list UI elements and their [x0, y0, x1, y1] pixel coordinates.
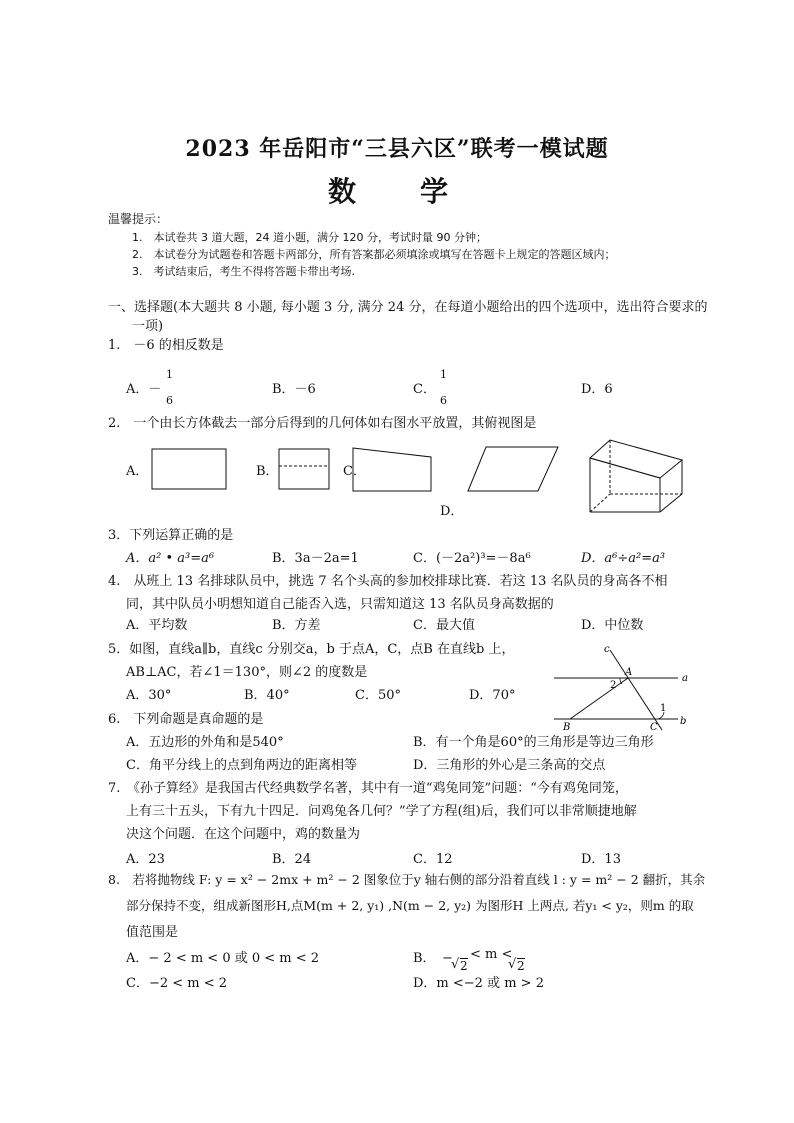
sqrt-sign-2: √: [508, 957, 517, 972]
q6-option-c: C．角平分线上的点到角两边的距离相等: [126, 758, 357, 773]
q1-option-b: B．－6: [272, 382, 316, 397]
q1-option-c-numerator: 1: [440, 368, 447, 381]
tips-heading: 温馨提示：: [108, 212, 169, 226]
q4-option-a: A．平均数: [126, 618, 188, 633]
label-point-C: C: [650, 722, 658, 733]
q8-stem-line1: 8. 若将抛物线 F: y = x² − 2mx + m² − 2 图象位于y 轴右侧的部分沿着直线 l : y = m² − 2 翻折，其余: [108, 872, 706, 887]
q7-stem-line1: 7. 《孙子算经》是我国古代经典数学名著，其中有一道“鸡兔同笼”问题：“今有鸡兔同笼，: [108, 781, 628, 796]
q2-option-a-figure: [150, 447, 230, 492]
q7-option-d: D．13: [581, 852, 621, 867]
q8-option-b-radicand-2: 2: [517, 959, 525, 973]
q2-option-a-label: A．: [126, 464, 149, 479]
q8-stem-line2: 部分保持不变，组成新图形H,点M(m + 2, y₁) ,N(m − 2, y₂) 为图形H 上两点, 若y₁ < y₂，则m 的取: [126, 898, 694, 913]
q2-option-b-figure: [277, 447, 332, 492]
q5-option-a: A．30°: [126, 688, 172, 703]
q3-stem: 3．下列运算正确的是: [108, 528, 234, 543]
q7-option-c: C．12: [413, 852, 453, 867]
q2-option-c-label: C．: [343, 464, 366, 479]
q3-option-d: D．a⁶÷a²=a³: [581, 551, 666, 566]
section-heading-cont: 一项): [132, 319, 164, 334]
segment-ab: [570, 678, 628, 719]
q1-option-a-prefix: A．－: [126, 382, 162, 397]
q2-solid-figure: [586, 438, 686, 518]
q4-stem-line2: 同，其中队员小明想知道自己能否入选，只需知道这 13 名队员身高数据的: [126, 597, 554, 612]
q5-option-c: C．50°: [355, 688, 401, 703]
q4-option-c: C．最大值: [413, 618, 475, 633]
q3-option-b: B．3a－2a=1: [272, 551, 359, 566]
sqrt-sign-1: √: [451, 957, 460, 972]
q7-option-b: B．24: [272, 852, 312, 867]
label-point-A: A: [625, 667, 633, 678]
q3-option-a: A．a² • a³=a⁶: [126, 551, 215, 566]
q7-stem-line3: 决这个问题．在这个问题中，鸡的数量为: [126, 827, 361, 842]
tip-item: 2. 本试卷分为试题卷和答题卡两部分，所有答案都必须填涂或填写在答题卡上规定的答题区域内；: [132, 248, 616, 261]
q4-stem-line1: 4. 从班上 13 名排球队员中，挑选 7 名个头高的参加校排球比赛．若这 13 名队员的身高各不相: [108, 574, 668, 589]
q4-option-d: D．中位数: [581, 618, 644, 633]
q8-option-c: C．−2 < m < 2: [126, 976, 228, 991]
q1-option-a-numerator: 1: [166, 368, 173, 381]
q8-stem-line3: 值范围是: [126, 925, 179, 940]
q2-option-b-label: B．: [256, 464, 279, 479]
line-c: [610, 650, 662, 730]
q4-option-b: B．方差: [272, 618, 321, 633]
q1-option-a-denominator: 6: [166, 394, 173, 407]
label-angle-1: 1: [660, 703, 667, 714]
q3-option-c: C．(－2a²)³=－8a⁶: [413, 551, 531, 566]
q1-option-d: D．6: [581, 382, 613, 397]
section-heading: 一、选择题(本大题共 8 小题, 每小题 3 分, 满分 24 分，在每道小题给出的四个选项中，选出符合要求的: [108, 300, 708, 315]
q6-option-b: B．有一个角是60°的三角形是等边三角形: [413, 735, 654, 750]
q1-option-c-denominator: 6: [440, 394, 447, 407]
q2-option-c-figure: [350, 445, 435, 495]
tip-item: 3. 考试结束后，考生不得将答题卡带出考场.: [132, 265, 355, 278]
q8-option-b-radicand-1: 2: [460, 959, 468, 973]
q2-option-d-figure: [466, 445, 561, 495]
q5-stem-line1: 5．如图，直线a∥b，直线c 分别交a，b 于点A，C，点B 在直线b 上，: [108, 642, 515, 657]
q1-option-c-prefix: C．: [413, 382, 436, 397]
exam-title: 2023 年岳阳市“三县六区”联考一模试题: [185, 136, 609, 162]
q5-figure: [548, 640, 698, 735]
q1-stem: 1. －6 的相反数是: [108, 338, 224, 353]
q7-stem-line2: 上有三十五头，下有九十四足．问鸡兔各几何？”学了方程(组)后，我们可以非常顺捷地解: [126, 804, 637, 819]
q6-stem: 6. 下列命题是真命题的是: [108, 712, 264, 727]
q2-option-d-label: D．: [440, 504, 464, 519]
label-point-B: B: [563, 722, 571, 733]
q8-option-a: A．− 2 < m < 0 或 0 < m < 2: [126, 951, 320, 966]
q6-option-a: A．五边形的外角和是540°: [126, 735, 284, 750]
label-line-a: a: [682, 673, 688, 684]
q7-option-a: A．23: [126, 852, 165, 867]
q6-option-d: D．三角形的外心是三条高的交点: [413, 758, 606, 773]
q2-stem: 2. 一个由长方体截去一部分后得到的几何体如右图水平放置，其俯视图是: [108, 416, 537, 431]
tip-item: 1. 本试卷共 3 道大题，24 道小题，满分 120 分，考试时量 90 分钟；: [132, 231, 487, 244]
label-angle-2: 2: [610, 680, 617, 691]
label-line-c: c: [604, 644, 610, 655]
q5-option-d: D．70°: [469, 688, 516, 703]
q8-option-b-prefix: B． −: [413, 951, 453, 966]
q5-stem-line2: AB⊥AC，若∠1＝130°，则∠2 的度数是: [126, 665, 368, 680]
q5-option-b: B．40°: [244, 688, 290, 703]
q8-option-d: D．m <−2 或 m > 2: [413, 976, 544, 991]
subject-title: 数 学: [327, 175, 466, 208]
q8-option-b-middle: < m <: [470, 947, 513, 962]
label-line-b: b: [680, 716, 687, 727]
